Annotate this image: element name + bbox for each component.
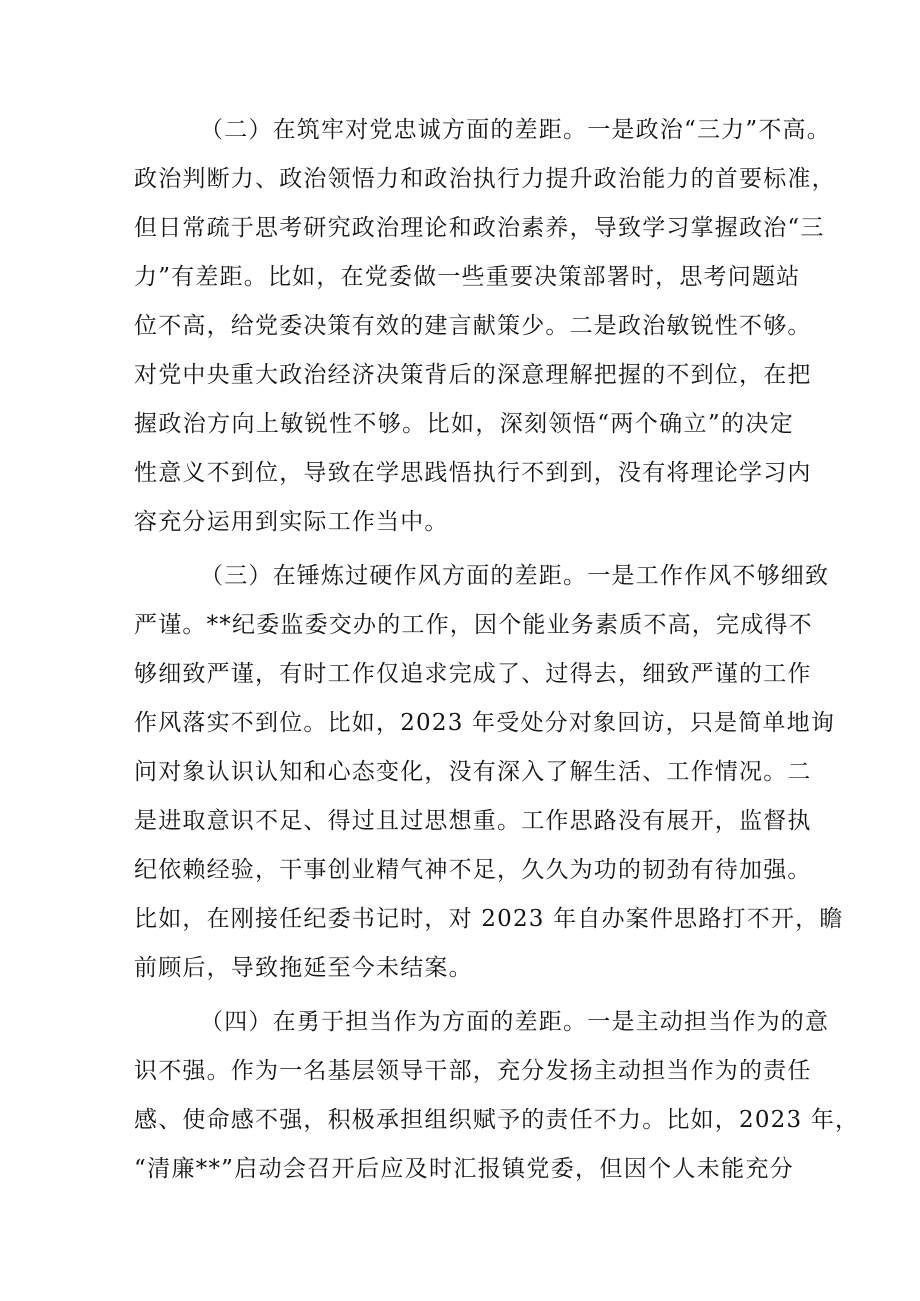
text-line: 感、使命感不强，积极承担组织赋予的责任不力。比如，2023 年， <box>134 1107 860 1133</box>
text-line: 纪依赖经验，干事创业精气神不足，久久为功的韧劲有待加强。 <box>134 857 812 883</box>
text-line: 作风落实不到位。比如，2023 年受处分对象回访，只是简单地询 <box>134 710 836 736</box>
text-line: 政治判断力、政治领悟力和政治执行力提升政治能力的首要标准， <box>134 166 836 192</box>
text-line: 够细致严谨，有时工作仅追求完成了、过得去，细致严谨的工作 <box>134 661 812 687</box>
text-line: 位不高，给党委决策有效的建言献策少。二是政治敏锐性不够。 <box>134 313 812 339</box>
text-line: 对党中央重大政治经济决策背后的深意理解把握的不到位，在把 <box>134 362 812 388</box>
text-line: （二）在筑牢对党忠诚方面的差距。一是政治“三力”不高。 <box>200 117 831 143</box>
text-line: 是进取意识不足、得过且过思想重。工作思路没有展开，监督执 <box>134 808 812 834</box>
text-line: 力”有差距。比如，在党委做一些重要决策部署时，思考问题站 <box>134 264 801 290</box>
paragraph-section-two <box>134 106 836 547</box>
paragraph-section-three <box>134 552 844 993</box>
text-line: 严谨。**纪委监委交办的工作，因个能业务素质不高，完成得不 <box>134 612 813 638</box>
text-line: 识不强。作为一名基层领导干部，充分发扬主动担当作为的责任 <box>134 1058 812 1084</box>
text-line: “清廉**”启动会召开后应及时汇报镇党委，但因个人未能充分 <box>134 1156 794 1182</box>
text-line: 握政治方向上敏锐性不够。比如，深刻领悟“两个确立”的决定 <box>134 411 794 437</box>
text-line: 比如，在刚接任纪委书记时，对 2023 年自办案件思路打不开，瞻 <box>134 906 844 932</box>
text-line: 前顾后，导致拖延至今未结案。 <box>134 955 473 981</box>
text-line: 问对象认识认知和心态变化，没有深入了解生活、工作情况。二 <box>134 759 812 785</box>
text-line: （四）在勇于担当作为方面的差距。一是主动担当作为的意 <box>200 1009 830 1035</box>
text-line: 容充分运用到实际工作当中。 <box>134 509 449 535</box>
paragraph-section-four <box>134 998 860 1194</box>
text-line: 但日常疏于思考研究政治理论和政治素养，导致学习掌握政治“三 <box>134 215 825 241</box>
text-line: （三）在锤炼过硬作风方面的差距。一是工作作风不够细致 <box>200 563 830 589</box>
text-line: 性意义不到位，导致在学思践悟执行不到到，没有将理论学习内 <box>134 460 812 486</box>
